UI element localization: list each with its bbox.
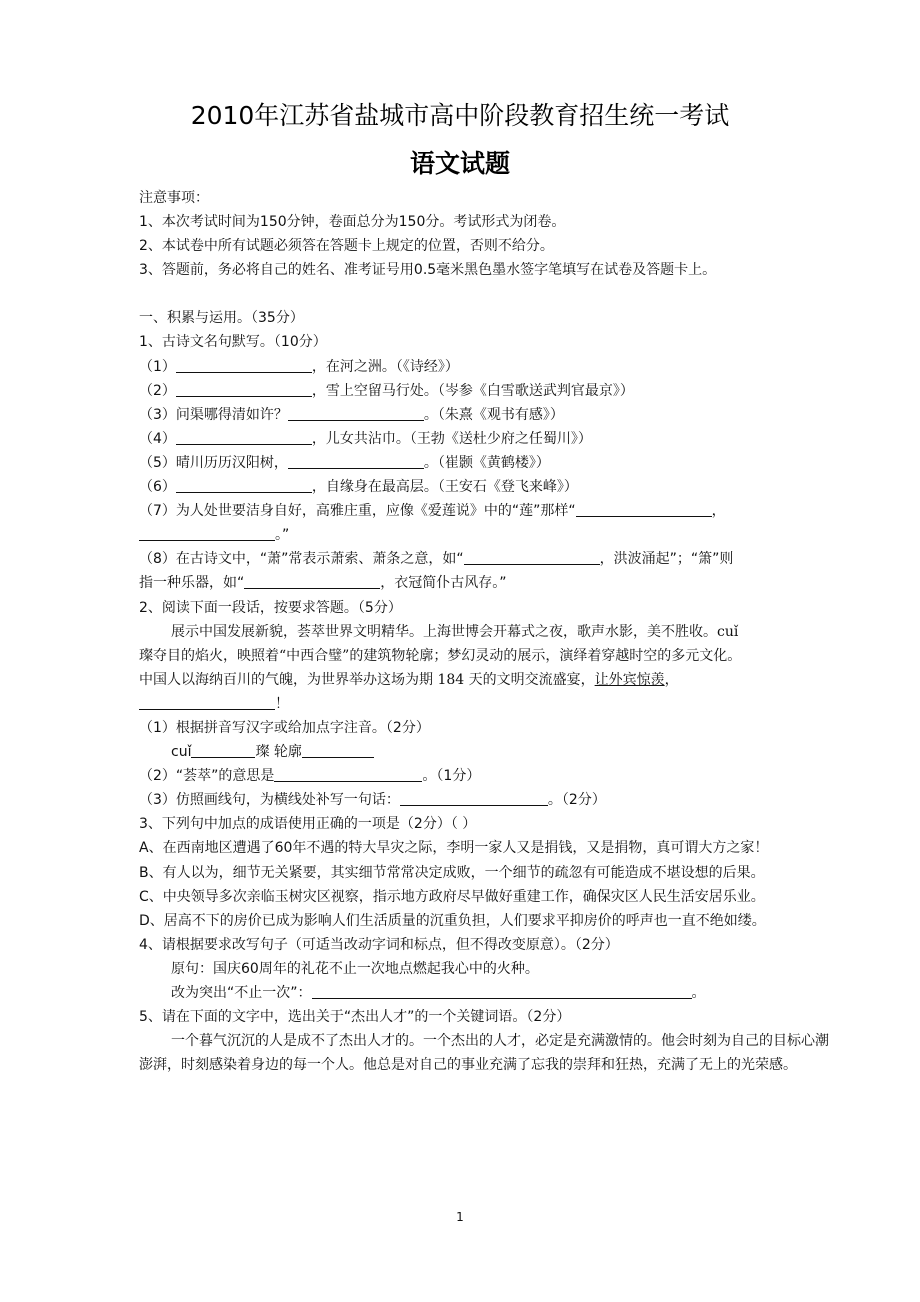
q3-option-d: D、居高不下的房价已成为影响人们生活质量的沉重负担，人们要求平抑房价的呼声也一直不绝如缕。	[139, 912, 766, 929]
q1-item-6	[139, 475, 835, 499]
item-number: （1）	[139, 358, 176, 375]
q1-item-8	[139, 547, 835, 571]
item-text: 。（1分）	[422, 768, 481, 785]
item-text: （8）在古诗文中，“萧”常表示萧索、萧条之意，如“	[139, 551, 464, 568]
notice-item-2: 2、本试卷中所有试题必须答在答题卡上规定的位置，否则不给分。	[139, 238, 554, 255]
q1-item-7-cont	[139, 523, 835, 547]
pinyin-text: cuǐ	[171, 744, 192, 761]
q3-option-b: B、有人以为，细节无关紧要，其实细节常常决定成败，一个细节的疏忽有可能造成不堪设想的后果。	[139, 864, 765, 881]
item-text: 。（2分）	[547, 792, 606, 809]
q2-passage-line-3	[139, 668, 835, 692]
answer-blank[interactable]	[176, 382, 312, 397]
answer-blank[interactable]	[191, 743, 255, 758]
answer-blank[interactable]	[139, 526, 275, 541]
item-text: ，儿女共沾巾。（王勃《送杜少府之任蜀川》）	[311, 430, 592, 447]
page-number: 1	[456, 1210, 464, 1224]
item-text: 璨 轮廓	[255, 744, 302, 761]
exam-subtitle: 语文试题	[409, 149, 510, 178]
item-text: （3）仿照画线句，为横线处补写一句话：	[139, 792, 400, 809]
item-text: ，洪波涌起”；“箫”则	[599, 551, 734, 568]
q1-item-7	[139, 499, 835, 523]
item-text: （5）晴川历历汉阳树，	[139, 454, 288, 471]
q4-rewrite	[139, 981, 835, 1005]
q2-sub-1-blanks	[139, 740, 835, 764]
q2-sub-3	[139, 788, 835, 812]
section1-heading: 一、积累与运用。（35分）	[139, 310, 304, 327]
item-number: （4）	[139, 430, 176, 447]
q3-option-a: A、在西南地区遭遇了60年不遇的特大旱灾之际，李明一家人又是捐钱，又是捐物，真可谓大方之家！	[139, 840, 769, 857]
q4-heading: 4、请根据要求改写句子（可适当改动字词和标点，但不得改变原意）。（2分）	[139, 936, 619, 953]
item-text: 改为突出“不止一次”：	[171, 985, 312, 1001]
item-text: 。”	[275, 527, 290, 544]
q2-passage-line-4	[139, 692, 835, 716]
exam-body	[139, 186, 835, 1077]
passage-text: ，	[664, 671, 679, 688]
underlined-sentence: 让外宾惊羡	[594, 671, 665, 688]
spacer	[139, 282, 835, 306]
answer-blank[interactable]	[312, 984, 692, 999]
notice-heading: 注意事项：	[139, 190, 209, 206]
item-text: （7）为人处世要洁身自好，高雅庄重，应像《爱莲说》中的“莲”那样“	[139, 503, 576, 520]
answer-blank[interactable]	[176, 430, 312, 445]
q1-item-8-cont	[139, 571, 835, 595]
exam-title: 2010年江苏省盐城市高中阶段教育招生统一考试	[190, 101, 730, 130]
q1-item-5	[139, 451, 835, 475]
item-text: ，	[711, 503, 726, 520]
item-text: ，在河之洲。（《诗经》）	[311, 358, 459, 375]
item-text: （3）问渠哪得清如许？	[139, 406, 288, 423]
notice-item-3: 3、答题前，务必将自己的姓名、准考证号用0.5毫米黑色墨水签字笔填写在试卷及答题卡上。	[139, 262, 717, 279]
item-text: 指一种乐器，如“	[139, 575, 245, 592]
q5-passage: 一个暮气沉沉的人是成不了杰出人才的。一个杰出的人才，必定是充满激情的。他会时刻为自己的目标心潮澎湃，时刻感染着身边的每一个人。他总是对自己的事业充满了忘我的崇拜和狂热，充满了无上的光荣感。	[139, 1033, 829, 1074]
answer-blank[interactable]	[576, 502, 712, 517]
q1-item-2	[139, 379, 835, 403]
passage-text: 中国人以海纳百川的气魄，为世界举办这场为期 184 天的文明交流盛宴，	[139, 671, 595, 688]
answer-blank[interactable]	[176, 478, 312, 493]
item-text: 。（朱熹《观书有感》）	[423, 406, 564, 423]
item-text: ，衣冠简仆古风存。”	[380, 575, 507, 592]
q2-sub-1: （1）根据拼音写汉字或给加点字注音。（2分）	[139, 719, 430, 736]
q2-sub-2	[139, 764, 835, 788]
q1-item-1	[139, 355, 835, 379]
answer-blank[interactable]	[400, 791, 548, 806]
item-text: （2）“荟萃”的意思是	[139, 768, 275, 785]
q3-heading: 3、下列句中加点的成语使用正确的一项是（2分）（ ）	[139, 816, 477, 833]
q2-heading: 2、阅读下面一段话，按要求答题。（5分）	[139, 599, 402, 616]
answer-blank[interactable]	[274, 767, 422, 782]
item-number: （6）	[139, 479, 176, 496]
answer-blank[interactable]	[176, 358, 312, 373]
answer-blank[interactable]	[244, 574, 380, 589]
answer-blank[interactable]	[288, 454, 424, 469]
q3-option-c: C、中央领导多次亲临玉树灾区视察，指示地方政府尽早做好重建工作，确保灾区人民生活安居乐业。	[139, 888, 765, 905]
q2-passage-line-2: 璨夺目的焰火，映照着“中西合璧”的建筑物轮廓；梦幻灵动的展示，演绎着穿越时空的多元文化。	[139, 647, 742, 664]
q2-passage-line-1: 展示中国发展新貌，荟萃世界文明精华。上海世博会开幕式之夜，歌声水影，美不胜收。cuǐ	[171, 623, 739, 640]
item-number: （2）	[139, 382, 176, 399]
answer-blank[interactable]	[464, 550, 600, 565]
answer-blank[interactable]	[288, 406, 424, 421]
passage-text: ！	[275, 695, 289, 712]
item-text: 。（崔颢《黄鹤楼》）	[423, 454, 550, 471]
item-text: ，自缘身在最高层。（王安石《登飞来峰》）	[311, 479, 578, 496]
q1-item-3	[139, 403, 835, 427]
q4-original: 原句：国庆60周年的礼花不止一次地点燃起我心中的火种。	[171, 960, 539, 977]
notice-item-1: 1、本次考试时间为150分钟，卷面总分为150分。考试形式为闭卷。	[139, 214, 566, 231]
q1-item-4	[139, 427, 835, 451]
q5-heading: 5、请在下面的文字中，选出关于“杰出人才”的一个关键词语。（2分）	[139, 1009, 571, 1026]
q1-heading: 1、古诗文名句默写。（10分）	[139, 334, 327, 351]
item-text: ，雪上空留马行处。（岑参《白雪歌送武判官最京》）	[311, 382, 634, 399]
item-text: 。	[691, 985, 706, 1001]
answer-blank[interactable]	[302, 743, 374, 758]
answer-blank[interactable]	[139, 695, 275, 710]
